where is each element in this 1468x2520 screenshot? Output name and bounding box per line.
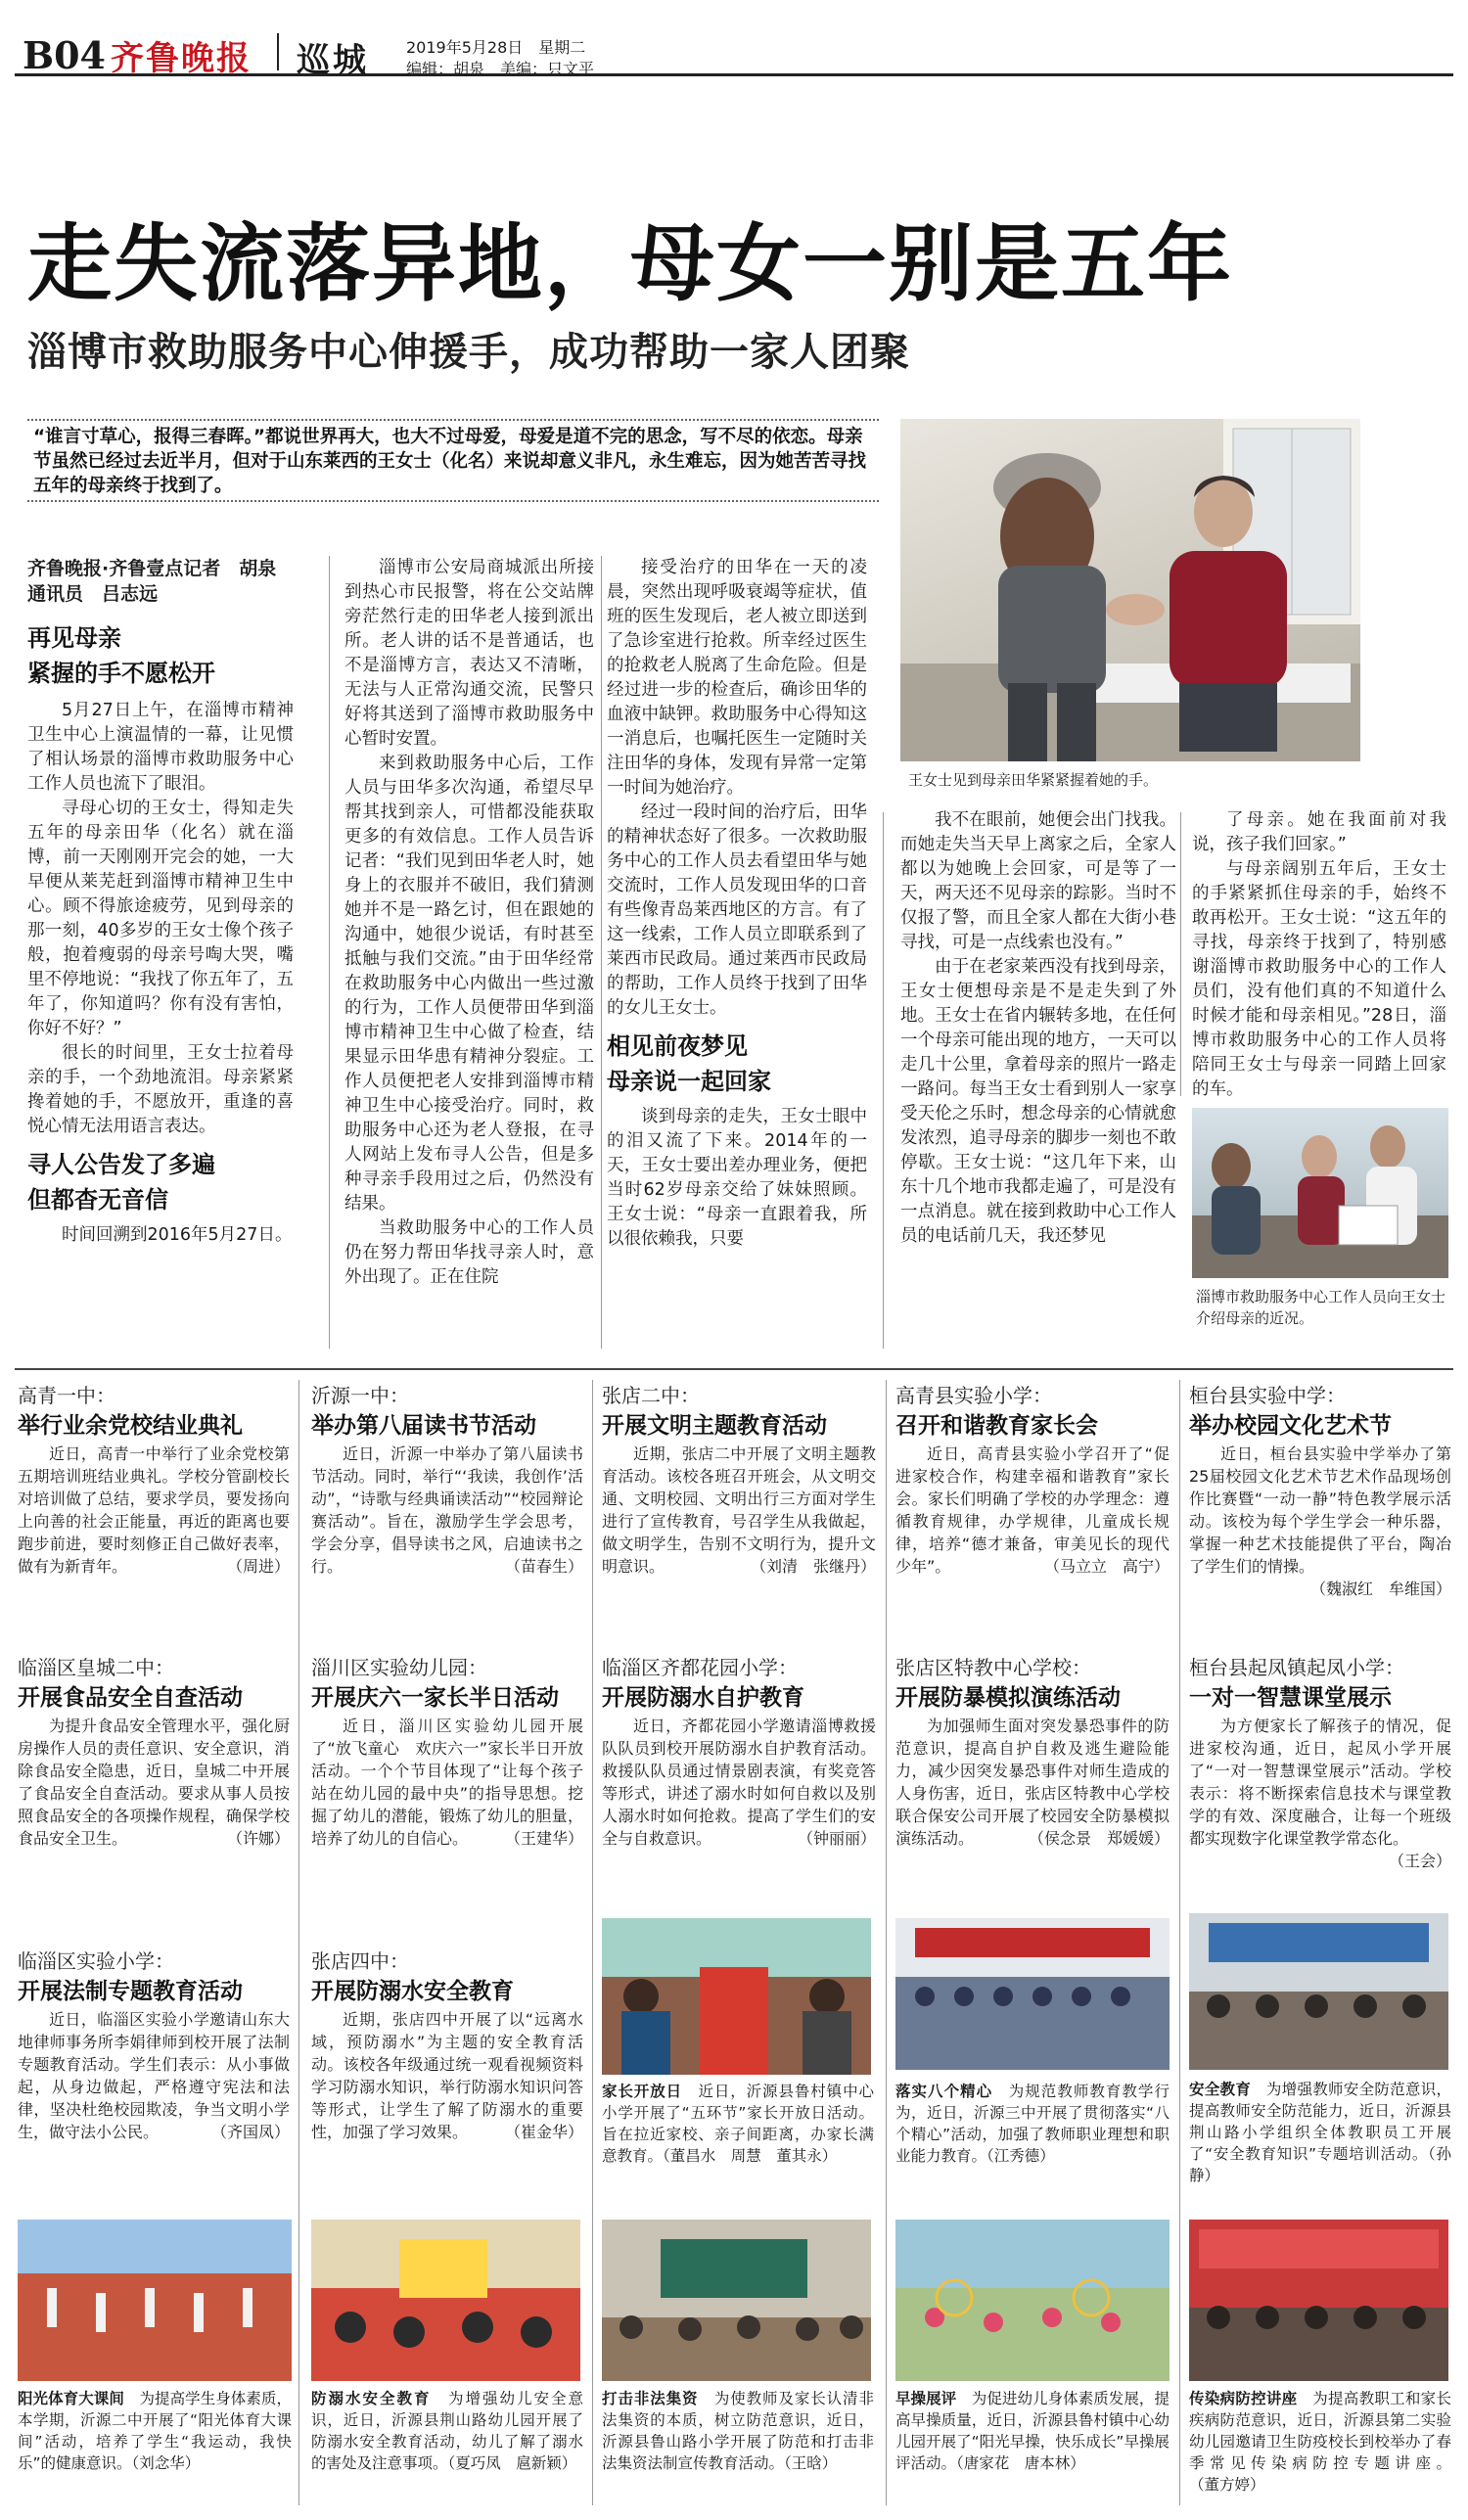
article-paragraph: 淄博市公安局商城派出所接到热心市民报警，将在公交站牌旁茫然行走的田华老人接到派出所。老人讲的话不是普通话，也不是淄博方言，表达又不清晰，无法与人正常沟通交流，民警只好将其送到了淄博市救助服务中心暂时安置。 <box>344 558 594 749</box>
page-number: B04 <box>23 33 106 77</box>
photo-brief-title: 家长开放日 <box>602 2083 683 2100</box>
brief-column-rule <box>298 1380 299 2505</box>
brief-text: 近日，淄川区实验幼儿园开展了“放飞童心 欢庆六一”家长半日开放活动。一个个节目体现了“让每个孩子站在幼儿园的最中央”的指导思想。挖掘了幼儿的潜能，锻炼了幼儿的胆量，培养了幼儿的自信心。 <box>311 1717 583 1848</box>
brief-body <box>311 1715 583 1850</box>
brief-text: 近日，高青一中举行了业余党校第五期培训班结业典礼。学校分管副校长对培训做了总结，要求学员，要发扬向上向善的社会正能量，再近的距离也要跑步前进，要时刻修正自己做好表率，做有为新青年。 <box>18 1444 290 1576</box>
masthead-divider <box>277 33 279 70</box>
article-paragraph: 接受治疗的田华在一天的凌晨，突然出现呼吸衰竭等症状，值班的医生发现后，老人被立即送到了急诊室进行抢救。所幸经过医生的抢救老人脱离了生命危险。但是经过进一步的检查后，确诊田华的血液中缺钾。救助服务中心得知这一消息后，也嘱托医生一定随时关注田华的身体，发现有异常一定第一时间为她治疗。 <box>607 558 867 798</box>
brief-title: 举行业余党校结业典礼 <box>18 1413 243 1439</box>
photo-eight-careful <box>895 1918 1170 2070</box>
photo-drowning-safety-image <box>311 2220 580 2381</box>
photo1-caption: 王女士见到母亲田华紧紧握着她的手。 <box>908 771 1159 789</box>
subtitle-3b: 母亲说一起回家 <box>607 1068 771 1095</box>
brief-author: （王会） <box>1388 1852 1451 1870</box>
news-brief <box>1189 1382 1451 1654</box>
lead-paragraph: “谁言寸草心，报得三春晖。”都说世界再大，也大不过母爱，母爱是道不完的思念，写不尽的依恋。母亲节虽然已经过去近半月，但对于山东莱西的王女士（化名）来说却意义非凡，永生难忘，因为她苦苦寻找五年的母亲终于找到了。 <box>27 419 879 502</box>
photo-drowning-safety <box>311 2220 580 2381</box>
photo-brief-title: 阳光体育大课间 <box>18 2390 124 2407</box>
photo-brief-caption <box>895 2388 1170 2505</box>
photo-brief-author: （夏巧凤 扈新颖） <box>447 2454 577 2472</box>
photo-brief-title: 防溺水安全教育 <box>311 2390 432 2407</box>
article-column-3 <box>607 556 867 1349</box>
photo-brief-author: （董方婷） <box>1189 2476 1265 2494</box>
brief-body <box>18 1715 290 1850</box>
news-brief <box>311 1382 583 1654</box>
photo-brief-text: 为使教师及家长认清非法集资的本质，树立防范意识，近日，沂源县鲁山路小学开展了防范和打击非法集资法制宣传教育活动。 <box>602 2390 874 2472</box>
article-paragraph: 了母亲。她在我面前对我说，孩子我们回家。” <box>1192 810 1446 854</box>
article-paragraph: 我不在眼前，她便会出门找我。而她走失当天早上离家之后，全家人都以为她晚上会回家，可是等了一天，两天还不见母亲的踪影。当时不仅报了警，而且全家人都在大街小巷寻找，可是一点线索也没有。” <box>900 810 1176 952</box>
brief-column-rule <box>886 1380 887 2505</box>
masthead <box>15 14 1453 80</box>
photo-brief-text: 为规范教师教育教学行为，近日，沂源三中开展了贯彻落实“八个精心”活动，加强了教师职业理想和职业能力教育。 <box>895 2083 1170 2165</box>
photo-brief-caption <box>1189 2388 1451 2505</box>
photo-staff-explaining-image <box>1192 1108 1448 1278</box>
subheadline: 淄博市救助服务中心伸援手，成功帮助一家人团聚 <box>27 330 910 375</box>
subtitle-1b: 紧握的手不愿松开 <box>27 660 215 687</box>
photo-brief-caption <box>602 2081 874 2208</box>
brief-body <box>895 1715 1170 1850</box>
brief-text: 近日，临淄区实验小学邀请山东大地律师事务所李娟律师到校开展了法制专题教育活动。学生们表示：从小事做起，从身边做起，严格遵守宪法和法律，坚决杜绝校园欺凌，争当文明小学生，做守法小公民。 <box>18 2010 290 2141</box>
newspaper-logo: 齐鲁晚报 <box>111 39 252 78</box>
brief-school: 临淄区皇城二中： <box>18 1656 174 1679</box>
brief-school: 临淄区实验小学： <box>18 1949 174 1973</box>
column-rule <box>1180 812 1181 1096</box>
photo-safety-training <box>1189 1913 1448 2070</box>
brief-title: 开展文明主题教育活动 <box>602 1413 827 1439</box>
article-paragraph: 寻母心切的王女士，得知走失五年的母亲田华（化名）就在淄博，前一天刚刚开完会的她，一大早便从莱芜赶到淄博市精神卫生中心。顾不得旅途疲劳，见到母亲的那一刻，40多岁的王女士像个孩子般，抱着瘦弱的母亲号啕大哭，嘴里不停地说：“我找了你五年了，五年了，你知道吗？你有没有害怕，你好不好？” <box>27 799 294 1038</box>
issue-date: 2019年5月28日 星期二 <box>406 38 586 57</box>
photo-brief-caption <box>1189 2079 1451 2206</box>
brief-author: （崔金华） <box>504 2123 583 2141</box>
section-name: 巡城 <box>297 41 369 80</box>
news-brief <box>895 1654 1170 1943</box>
news-brief <box>1189 1654 1451 1908</box>
brief-title: 开展防溺水安全教育 <box>311 1979 514 2004</box>
photo-sunshine-sports <box>18 2220 292 2381</box>
photo2-caption: 淄博市救助服务中心工作人员向王女士介绍母亲的近况。 <box>1196 1288 1446 1327</box>
byline-correspondent: 通讯员 吕志远 <box>27 583 159 605</box>
subtitle-3a: 相见前夜梦见 <box>607 1032 748 1060</box>
brief-author: （刘清 张继丹） <box>750 1557 876 1576</box>
brief-title: 开展庆六一家长半日活动 <box>311 1685 559 1711</box>
news-brief <box>895 1382 1170 1654</box>
news-brief <box>602 1654 876 1908</box>
brief-body <box>18 2008 290 2143</box>
brief-author: （魏淑红 牟维国） <box>1309 1580 1451 1598</box>
photo-brief-text: 为促进幼儿身体素质发展，提高早操质量，近日，沂源县鲁村镇中心幼儿园开展了“阳光早操，快乐成长”早操展评活动。 <box>895 2390 1170 2472</box>
photo-brief-title: 传染病防控讲座 <box>1189 2390 1298 2407</box>
brief-column-rule <box>1179 1380 1180 2505</box>
news-brief <box>18 1382 290 1654</box>
column-rule <box>601 556 602 1349</box>
photo-brief-text: 为增强幼儿安全意识，近日，沂源县荆山路幼儿园开展了防溺水安全教育活动，幼儿了解了溺水的害处及注意事项。 <box>311 2390 583 2472</box>
brief-title: 开展防溺水自护教育 <box>602 1685 804 1711</box>
photo-parents-open-day <box>602 1918 871 2075</box>
article-paragraph: 时间回溯到2016年5月27日。 <box>62 1225 293 1245</box>
brief-title: 开展法制专题教育活动 <box>18 1979 243 2004</box>
article-column-5 <box>1192 808 1446 1102</box>
news-brief <box>18 1654 290 1943</box>
article-paragraph: 由于在老家莱西没有找到母亲，王女士便想母亲是不是走失到了外地。王女士在省内辗转多地，在任何一个母亲可能出现的地方，一天可以走几十公里，拿着母亲的照片一路走一路问。每当王女士看到别人一家享受天伦之乐时，想念母亲的心情就愈发浓烈，追寻母亲的脚步一刻也不敢停歇。王女士说：“这几年下来，山东十几个地市我都走遍了，可是没有一点消息。就在接到救助中心工作人员的电话前几天，我还梦见 <box>900 957 1176 1246</box>
brief-title: 召开和谐教育家长会 <box>895 1413 1098 1439</box>
brief-school: 沂源一中： <box>311 1384 409 1407</box>
brief-author: （王建华） <box>504 1829 583 1848</box>
article-paragraph: 当救助服务中心的工作人员仍在努力帮田华找寻亲人时，意外出现了。正在住院 <box>344 1218 594 1287</box>
news-brief <box>311 1947 583 2212</box>
photo-brief-title: 落实八个精心 <box>895 2083 993 2100</box>
subtitle-1a: 再见母亲 <box>27 624 121 652</box>
brief-text: 近期，张店二中开展了文明主题教育活动。该校各班召开班会，从文明交通、文明校园、文明出行三方面对学生进行了宣传教育，号召学生从我做起，做文明学生，告别不文明行为，提升文明意识。 <box>602 1444 876 1576</box>
photo-brief-author: （唐家花 唐本林） <box>956 2454 1085 2472</box>
headline: 走失流落异地，母女一别是五年 <box>27 215 1233 313</box>
brief-body <box>602 1443 876 1578</box>
brief-school: 淄川区实验幼儿园： <box>311 1656 487 1679</box>
photo-brief-author: （刘念华） <box>131 2454 201 2472</box>
subtitle-2a: 寻人公告发了多遍 <box>27 1151 215 1178</box>
brief-text: 近日，齐都花园小学邀请淄博救援队队员到校开展防溺水自护教育活动。救援队队员通过情景剧表演，有奖竞答等形式，讲述了溺水时如何自救以及别人溺水时如何抢救。提高了学生们的安全与自救意识。 <box>602 1717 876 1848</box>
section-divider <box>15 1368 1453 1370</box>
brief-body <box>18 1443 290 1578</box>
photo-safety-training-image <box>1189 1913 1448 2070</box>
brief-body <box>895 1443 1170 1578</box>
photo-brief-title: 打击非法集资 <box>602 2390 699 2407</box>
brief-school: 张店四中： <box>311 1949 409 1973</box>
news-brief <box>18 1947 290 2212</box>
news-brief <box>311 1654 583 1943</box>
photo-morning-exercise <box>895 2220 1170 2381</box>
subtitle-2b: 但都杳无音信 <box>27 1186 168 1214</box>
photo-brief-author: （江秀德） <box>986 2147 1055 2165</box>
brief-author: （钟丽丽） <box>797 1829 876 1848</box>
brief-school: 桓台县实验中学： <box>1189 1384 1346 1407</box>
brief-title: 一对一智慧课堂展示 <box>1189 1685 1392 1711</box>
photo-parents-open-day-image <box>602 1918 871 2075</box>
brief-school: 张店区特教中心学校： <box>895 1656 1091 1679</box>
brief-text: 近日，沂源一中举办了第八届读书节活动。同时，举行“‘我读，我创作’活动”，“诗歌与经典诵读活动”“校园辩论赛活动”。旨在，激励学生学会思考，学会分享，倡导读书之风，启迪读书之行。 <box>311 1444 583 1576</box>
photo-brief-title: 早操展评 <box>895 2390 957 2407</box>
article-column-1 <box>27 556 294 1349</box>
photo-illegal-fundraising <box>602 2220 871 2381</box>
brief-author: （侯念景 郑媛媛） <box>1028 1829 1170 1848</box>
brief-body <box>602 1715 876 1850</box>
brief-column-rule <box>592 1380 593 2505</box>
photo-brief-title: 安全教育 <box>1189 2081 1252 2098</box>
photo-brief-caption <box>602 2388 874 2505</box>
brief-body <box>1189 1715 1451 1870</box>
photo-brief-author: （董昌水 周慧 董其永） <box>663 2147 838 2165</box>
photo-brief-author: （王晗） <box>784 2454 838 2472</box>
photo-brief-text: 为提高学生身体素质，本学期，沂源二中开展了“阳光体育大课间”活动，培养了学生“我运动，我快乐”的健康意识。 <box>18 2390 292 2472</box>
brief-school: 临淄区齐都花园小学： <box>602 1656 798 1679</box>
photo-mother-daughter-image <box>900 419 1360 761</box>
photo-brief-author: （孙静） <box>1189 2145 1451 2184</box>
brief-author: （马立立 高宁） <box>1043 1557 1170 1576</box>
photo-mother-daughter <box>900 419 1360 761</box>
photo-brief-caption <box>895 2081 1170 2208</box>
article-paragraph: 很长的时间里，王女士拉着母亲的手，一个劲地流泪。母亲紧紧搀着她的手，不愿放开，重逢的喜悦心情无法用语言表达。 <box>27 1043 294 1136</box>
brief-text: 为加强师生面对突发暴恐事件的防范意识，提高自护自救及逃生避险能力，减少因突发暴恐事件对师生造成的人身伤害，近日，张店区特教中心学校联合保安公司开展了校园安全防暴模拟演练活动。 <box>895 1717 1170 1848</box>
brief-text: 为方便家长了解孩子的情况，促进家校沟通，近日，起凤小学开展了“一对一智慧课堂展示”活动。学校表示：将不断探索信息技术与课堂教学的有效、深度融合，让每一个班级都实现数字化课堂教学常态化。 <box>1189 1717 1451 1848</box>
brief-text: 为提升食品安全管理水平，强化厨房操作人员的责任意识、安全意识，消除食品安全隐患，近日，皇城二中开展了食品安全自查活动。要求从事人员按照食品安全的各项操作规程，确保学校食品安全卫生。 <box>18 1717 290 1848</box>
photo-brief-text: 近日，沂源县鲁村镇中心小学开展了“五环节”家长开放日活动。旨在拉近家校、亲子间距离，办家长满意教育。 <box>602 2083 874 2165</box>
photo-morning-exercise-image <box>895 2220 1170 2381</box>
brief-school: 高青一中： <box>18 1384 115 1407</box>
brief-author: （苗春生） <box>504 1557 583 1576</box>
photo-brief-caption <box>18 2388 292 2505</box>
brief-author: （周进） <box>226 1557 290 1576</box>
article-paragraph: 来到救助服务中心后，工作人员与田华多次沟通，希望尽早帮其找到亲人，可惜都没能获取更多的有效信息。工作人员告诉记者：“我们见到田华老人时，她身上的衣服并不破旧，我们猜测她并不是一路乞讨，但在跟她的沟通中，她很少说话，有时甚至抵触与我们交流。”由于田华经常在救助服务中心内做出一些过激的行为，工作人员便带田华到淄博市精神卫生中心做了检查，结果显示田华患有精神分裂症。工作人员便把老人安排到淄博市精神卫生中心接受治疗。同时，救助服务中心还为老人登报，在寻人网站上发布寻人公告，但是多种寻亲手段用过之后，仍然没有结果。 <box>344 754 594 1214</box>
photo-eight-careful-image <box>895 1918 1170 2070</box>
column-rule <box>329 556 330 1349</box>
column-rule <box>883 812 884 1349</box>
brief-text: 近期，张店四中开展了以“远离水域，预防溺水”为主题的安全教育活动。该校各年级通过统一观看视频资料学习防溺水知识，举行防溺水知识问答等形式，让学生了解了防溺水的重要性，加强了学习效果。 <box>311 2010 583 2141</box>
photo-staff-explaining <box>1192 1108 1448 1278</box>
byline-reporter: 齐鲁晚报·齐鲁壹点记者 胡泉 <box>27 558 277 579</box>
brief-title: 举办校园文化艺术节 <box>1189 1413 1392 1439</box>
photo-disease-lecture-image <box>1189 2220 1448 2381</box>
brief-title: 开展食品安全自查活动 <box>18 1685 243 1711</box>
photo-brief-caption <box>311 2388 583 2505</box>
article-column-2 <box>344 556 594 1349</box>
photo-sunshine-sports-image <box>18 2220 292 2381</box>
brief-title: 举办第八届读书节活动 <box>311 1413 536 1439</box>
photo-disease-lecture <box>1189 2220 1448 2381</box>
brief-author: （齐国凤） <box>210 2123 290 2141</box>
news-brief <box>602 1382 876 1654</box>
brief-title: 开展防暴模拟演练活动 <box>895 1685 1121 1711</box>
brief-body <box>1189 1443 1451 1598</box>
article-paragraph: 谈到母亲的走失，王女士眼中的泪又流了下来。2014年的一天，王女士要出差办理业务，便把当时62岁母亲交给了妹妹照顾。王女士说：“母亲一直跟着我，所以很依赖我，只要 <box>607 1107 867 1249</box>
brief-body <box>311 1443 583 1578</box>
article-paragraph: 经过一段时间的治疗后，田华的精神状态好了很多。一次救助服务中心的工作人员去看望田华与她交流时，工作人员发现田华的口音有些像青岛莱西地区的方言。有了这一线索，工作人员立即联系到了莱西市民政局。通过莱西市民政局的帮助，工作人员终于找到了田华的女儿王女士。 <box>607 802 867 1018</box>
brief-body <box>311 2008 583 2143</box>
brief-school: 张店二中： <box>602 1384 700 1407</box>
photo-brief-text: 为增强教师安全防范意识，提高教师安全防范能力，近日，沂源县荆山路小学组织全体教职员工开展了“安全教育知识”专题培训活动。 <box>1189 2081 1451 2163</box>
editors-line: 编辑：胡泉 美编：只文平 <box>406 60 595 78</box>
article-column-4 <box>900 808 1176 1349</box>
brief-text: 近日，高青县实验小学召开了“促进家校合作，构建幸福和谐教育”家长会。家长们明确了学校的办学理念：遵循教育规律，办学规律，儿童成长规律，培养“德才兼备，审美见长的现代少年”。 <box>895 1444 1170 1576</box>
brief-text: 近日，桓台县实验中学举办了第25届校园文化艺术节艺术作品现场创作比赛暨“一动一静”特色教学展示活动。该校为每个学生学会一种乐器，掌握一种艺术技能提供了平台，陶冶了学生们的情操。 <box>1189 1444 1451 1576</box>
photo-brief-text: 为提高教职工和家长疾病防范意识，近日，沂源县第二实验幼儿园邀请卫生防疫校长到校举办了春季常见传染病防控专题讲座。 <box>1189 2390 1451 2472</box>
brief-author: （许娜） <box>226 1829 290 1848</box>
brief-school: 桓台县起凤镇起凤小学： <box>1189 1656 1404 1679</box>
article-paragraph: 5月27日上午，在淄博市精神卫生中心上演温情的一幕，让见惯了相认场景的淄博市救助服务中心工作人员也流下了眼泪。 <box>27 701 294 794</box>
photo-illegal-fundraising-image <box>602 2220 871 2381</box>
article-paragraph: 与母亲阔别五年后，王女士的手紧紧抓住母亲的手，始终不敢再松开。王女士说：“这五年的寻找，母亲终于找到了，特别感谢淄博市救助服务中心的工作人员们，没有他们真的不知道什么时候才能和母亲相见。”28日，淄博市救助服务中心的工作人员将陪同王女士与母亲一同踏上回家的车。 <box>1192 859 1446 1099</box>
brief-school: 高青县实验小学： <box>895 1384 1052 1407</box>
